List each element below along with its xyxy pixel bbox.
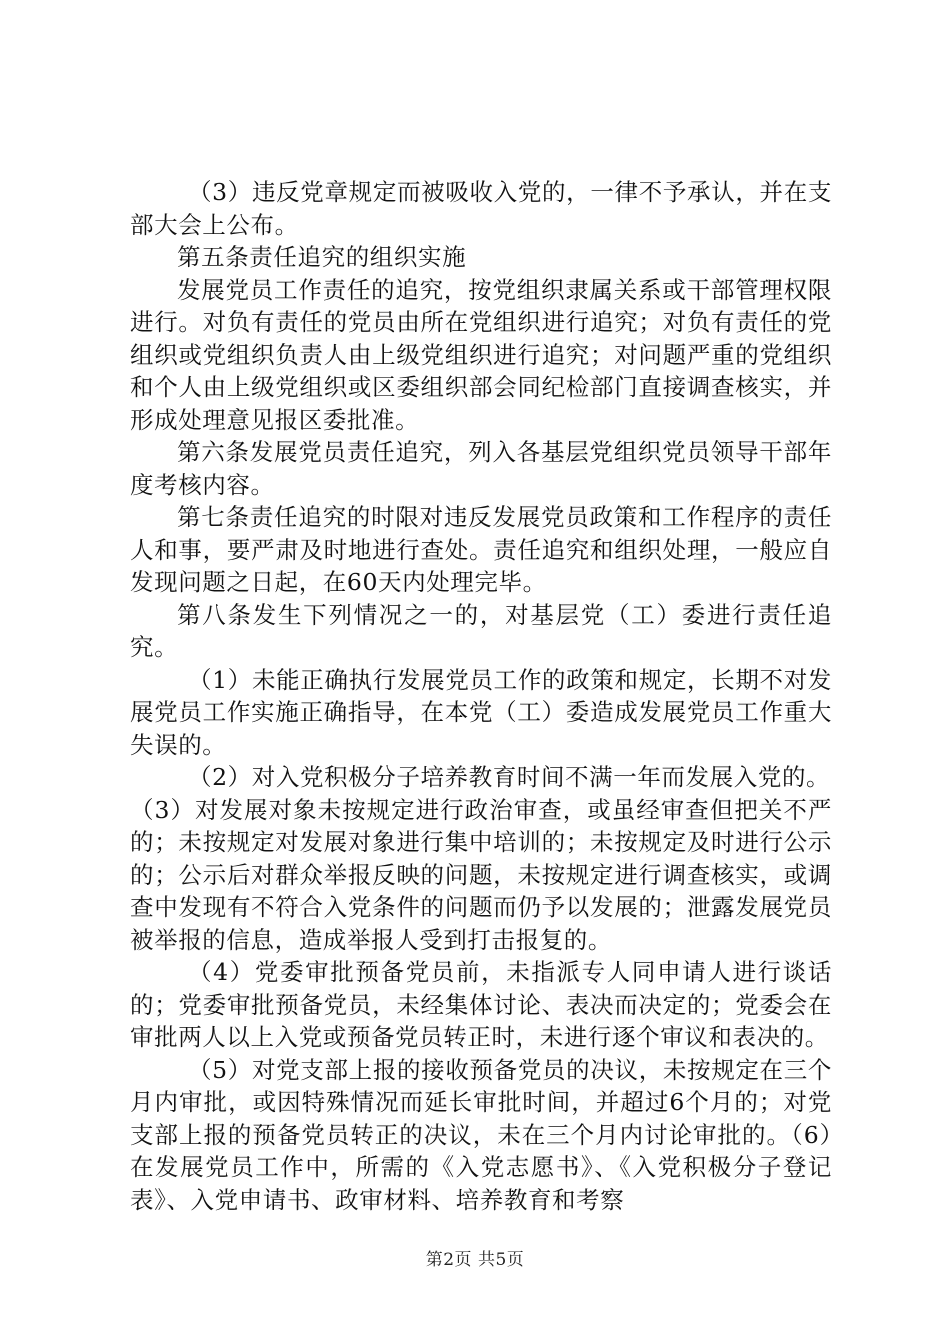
paragraph-item-2: （2）对入党积极分子培养教育时间不满一年而发展入党的。 (188, 763, 831, 791)
paragraph-article-8: 第八条发生下列情况之一的，对基层党（工）委进行责任追究。 (130, 600, 832, 661)
page-footer: 第2页 共5页 (425, 1250, 525, 1270)
paragraph-article-5-body: 发展党员工作责任的追究，按党组织隶属关系或干部管理权限进行。对负有责任的党员由所在党组织进行追究；对负有责任的党组织或党组织负责人由上级党组织进行追究；对问题严重的党组织和个人由上级党组织或区委组织部会同纪检部门直接调查核实，并形成处理意见报区委批准。 (130, 275, 832, 434)
paragraph-item-1: （1）未能正确执行发展党员工作的政策和规定，长期不对发展党员工作实施正确指导，在本党（工）委造成发展党员工作重大失误的。 (130, 665, 832, 759)
paragraph-clause-3: （3）违反党章规定而被吸收入党的，一律不予承认，并在支部大会上公布。 (130, 178, 832, 239)
paragraph-article-6: 第六条发展党员责任追究，列入各基层党组织党员领导干部年度考核内容。 (130, 438, 832, 499)
document-body (130, 176, 832, 1216)
paragraph-article-5-heading: 第五条责任追究的组织实施 (177, 243, 467, 271)
paragraph-article-7: 第七条责任追究的时限对违反发展党员政策和工作程序的责任人和事，要严肃及时地进行查处。责任追究和组织处理，一般应自发现问题之日起，在60天内处理完毕。 (130, 503, 832, 596)
paragraph-item-3: （3）对发展对象未按规定进行政治审查，或虽经审查但把关不严的；未按规定对发展对象进行集中培训的；未按规定及时进行公示的；公示后对群众举报反映的问题，未按规定进行调查核实，或调查中发现有不符合入党条件的问题而仍予以发展的；泄露发展党员被举报的信息，造成举报人受到打击报复的。 (130, 795, 832, 954)
paragraph-item-4: （4）党委审批预备党员前，未指派专人同申请人进行谈话的；党委审批预备党员，未经集体讨论、表决而决定的；党委会在审批两人以上入党或预备党员转正时，未进行逐个审议和表决的。 (130, 958, 832, 1051)
paragraph-item-5-6: （5）对党支部上报的接收预备党员的决议，未按规定在三个月内审批，或因特殊情况而延长审批时间，并超过6个月的；对党支部上报的预备党员转正的决议，未在三个月内讨论审批的。（6）在发展党员工作中，所需的《入党志愿书》、《入党积极分子登记表》、入党申请书、政审材料、培养教育和考察 (130, 1055, 832, 1214)
